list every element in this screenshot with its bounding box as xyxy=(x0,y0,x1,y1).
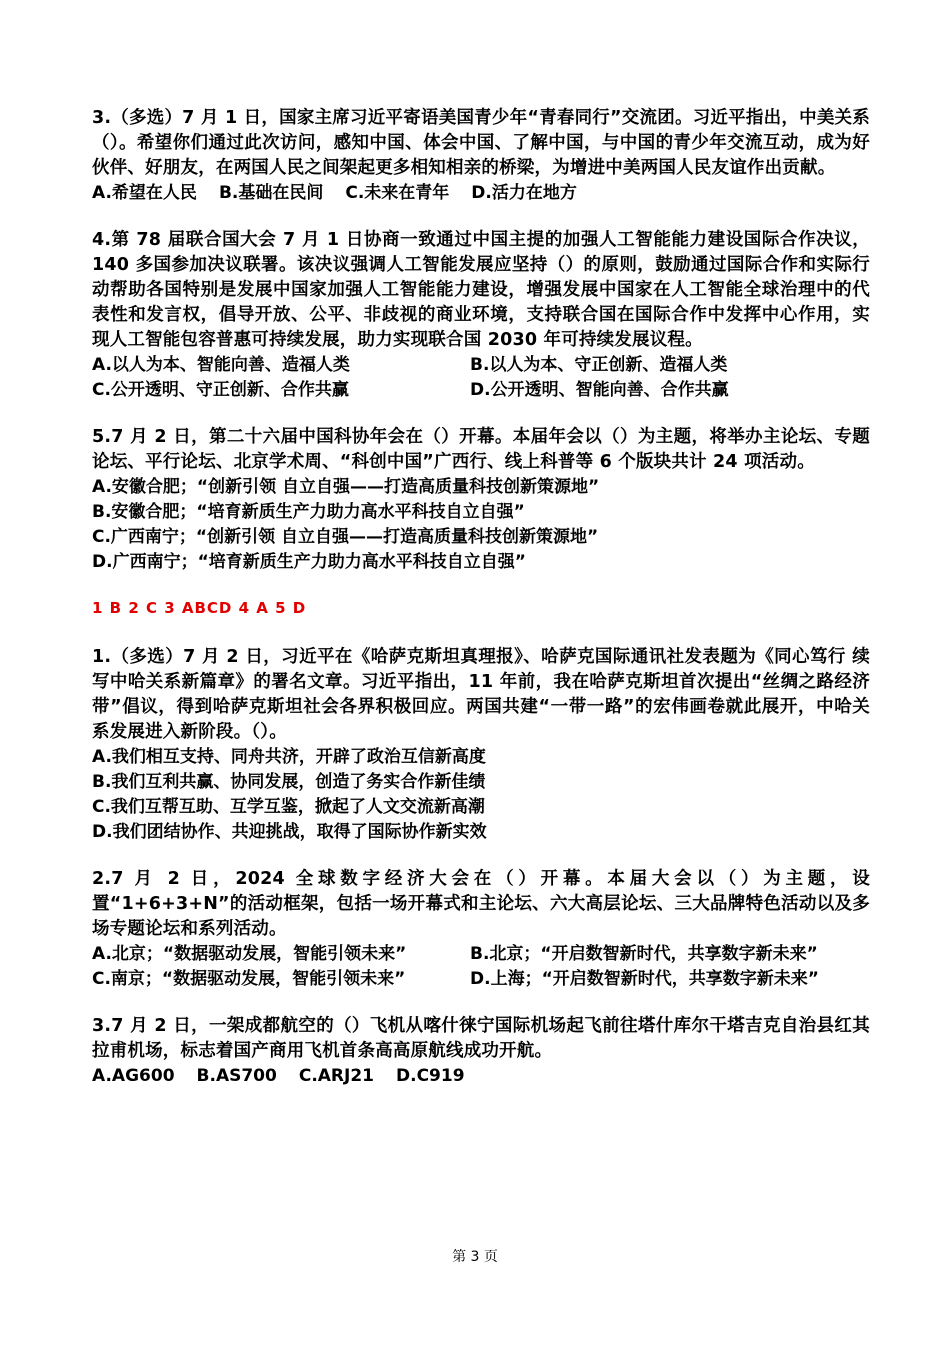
option-d: D.我们团结协作、共迎挑战，取得了国际协作新实效 xyxy=(92,822,487,842)
options-row xyxy=(92,942,870,967)
option-d: D.上海；“开启数智新时代，共享数字新未来” xyxy=(470,969,819,989)
question-stem: 5.7 月 2 日，第二十六届中国科协年会在（）开幕。本届年会以（）为主题，将举办主论坛、专题论坛、平行论坛、北京学术周、“科创中国”广西行、线上科普等 6 个版块共计 24 项活动。 xyxy=(92,427,870,472)
option-a: A.AG600 xyxy=(92,1066,175,1086)
option-a: A.我们相互支持、同舟共济，开辟了政治互信新高度 xyxy=(92,747,486,767)
option-c: C.南京；“数据驱动发展，智能引领未来” xyxy=(92,969,406,989)
question-5 xyxy=(92,425,870,575)
options-row xyxy=(92,181,870,206)
option-b: B.AS700 xyxy=(196,1066,277,1086)
question-stem: 1.（多选）7 月 2 日，习近平在《哈萨克斯坦真理报》、哈萨克国际通讯社发表题为《同心笃行 续写中哈关系新篇章》的署名文章。习近平指出，11 年前，我在哈萨克斯坦首次提出“丝绸之路经济带”倡议，得到哈萨克斯坦社会各界积极回应。两国共建“一带一路”的宏伟画卷就此展开，中哈关系发展进入新阶段。（）。 xyxy=(92,647,870,742)
option-d: D.C919 xyxy=(396,1066,465,1086)
question-stem: 2.7 月 2 日，2024 全球数字经济大会在（）开幕。本届大会以（）为主题，设置“1+6+3+N”的活动框架，包括一场开幕式和主论坛、六大高层论坛、三大品牌特色活动以及多场专题论坛和系列活动。 xyxy=(92,869,870,939)
page-number: 第 3 页 xyxy=(452,1249,498,1265)
option-c: C.广西南宁；“创新引领 自立自强——打造高质量科技创新策源地” xyxy=(92,527,599,547)
question-1-multi xyxy=(92,645,870,845)
question-stem: 3.（多选）7 月 1 日，国家主席习近平寄语美国青少年“青春同行”交流团。习近平指出，中美关系（）。希望你们通过此次访问，感知中国、体会中国、了解中国，与中国的青少年交流互动，成为好伙伴、好朋友，在两国人民之间架起更多相知相亲的桥梁，为增进中美两国人民友谊作出贡献。 xyxy=(92,108,870,178)
option-b: B.以人为本、守正创新、造福人类 xyxy=(470,355,728,375)
option-b: B.我们互利共赢、协同发展，创造了务实合作新佳绩 xyxy=(92,772,486,792)
question-3-multi xyxy=(92,106,870,206)
option-a: A.安徽合肥；“创新引领 自立自强——打造高质量科技创新策源地” xyxy=(92,477,600,497)
question-stem: 4.第 78 届联合国大会 7 月 1 日协商一致通过中国主提的加强人工智能能力建设国际合作决议，140 多国参加决议联署。该决议强调人工智能发展应坚持（）的原则，鼓励通过国际合作和实际行动帮助各国特别是发展中国家加强人工智能能力建设，增强发展中国家在人工智能全球治理中的代表性和发言权，倡导开放、公平、非歧视的商业环境，支持联合国在国际合作中发挥中心作用，实现人工智能包容普惠可持续发展，助力实现联合国 2030 年可持续发展议程。 xyxy=(92,230,870,350)
option-c: C.未来在青年 xyxy=(345,183,450,203)
option-a: A.希望在人民 xyxy=(92,183,197,203)
options-row xyxy=(92,967,870,992)
option-d: D.活力在地方 xyxy=(471,183,577,203)
options-row xyxy=(92,353,870,378)
option-d: D.广西南宁；“培育新质生产力助力高水平科技自立自强” xyxy=(92,552,526,572)
option-a: A.北京；“数据驱动发展，智能引领未来” xyxy=(92,944,407,964)
option-c: C.ARJ21 xyxy=(298,1066,375,1086)
option-c: C.公开透明、守正创新、合作共赢 xyxy=(92,380,349,400)
option-c: C.我们互帮互助、互学互鉴，掀起了人文交流新高潮 xyxy=(92,797,485,817)
option-a: A.以人为本、智能向善、造福人类 xyxy=(92,355,350,375)
page-content xyxy=(92,106,870,1111)
option-d: D.公开透明、智能向善、合作共赢 xyxy=(470,380,729,400)
options-row xyxy=(92,1064,870,1089)
question-3 xyxy=(92,1014,870,1089)
question-4 xyxy=(92,228,870,403)
question-stem: 3.7 月 2 日，一架成都航空的（）飞机从喀什徕宁国际机场起飞前往塔什库尔干塔吉克自治县红其拉甫机场，标志着国产商用飞机首条高高原航线成功开航。 xyxy=(92,1016,870,1061)
answer-key: 1 B 2 C 3 ABCD 4 A 5 D xyxy=(92,599,307,617)
option-b: B.安徽合肥；“培育新质生产力助力高水平科技自立自强” xyxy=(92,502,525,522)
option-b: B.基础在民间 xyxy=(218,183,324,203)
option-b: B.北京；“开启数智新时代，共享数字新未来” xyxy=(470,944,818,964)
question-2 xyxy=(92,867,870,992)
options-row xyxy=(92,378,870,403)
